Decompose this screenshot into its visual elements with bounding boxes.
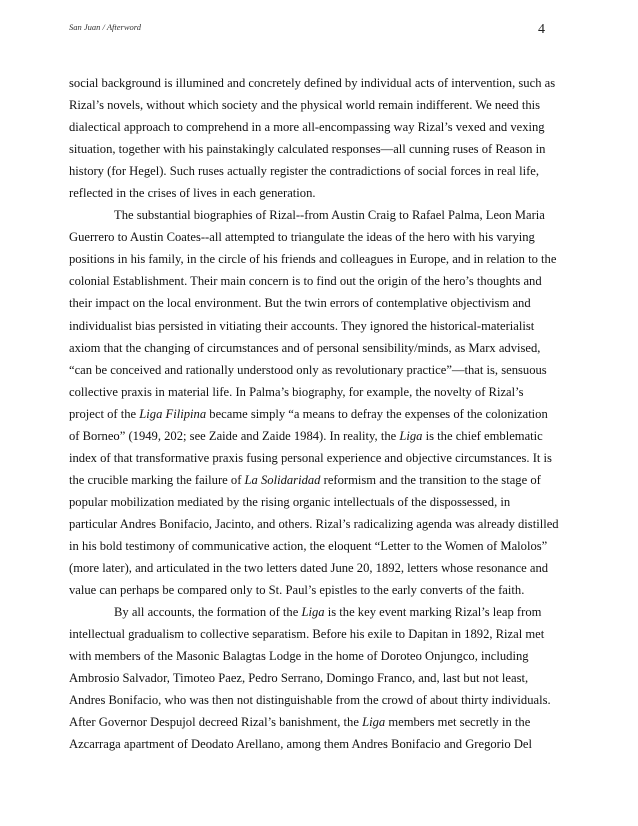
text-segment: with members of the Masonic Balagtas Lodge in the home of Doroteo Onjungco, including [69, 649, 529, 664]
text-segment: history (for Hegel). Such ruses actually register the contradictions of social forces in real life, [69, 164, 540, 179]
text-line [69, 491, 589, 513]
page-number: 4 [538, 22, 545, 37]
text-line [69, 94, 589, 116]
text-segment: “can be conceived and rationally understood only as revolutionary practice”—that is, sensuous [69, 362, 547, 377]
text-line [69, 72, 589, 94]
text-segment: By all accounts, the formation of the [114, 605, 302, 620]
running-head: San Juan / Afterword [69, 22, 142, 32]
text-line [69, 116, 589, 138]
text-line [69, 204, 589, 226]
text-line [69, 138, 589, 160]
text-line [69, 579, 589, 601]
text-line [69, 513, 589, 535]
text-line [69, 711, 589, 733]
text-segment: individualist bias persisted in vitiating their accounts. They ignored the historical-materialist [69, 318, 535, 333]
text-line [69, 447, 589, 469]
text-line [69, 601, 589, 623]
text-segment: became simply “a means to defray the expenses of the colonization [206, 406, 548, 421]
text-segment: their impact on the local environment. But the twin errors of contemplative objectivism and [69, 296, 531, 311]
text-segment: index of that transformative praxis fusing personal experience and objective circumstances. It is [69, 450, 552, 465]
text-segment: positions in his family, in the circle of his friends and colleagues in Europe, and in relation to the [69, 252, 557, 267]
italic-title: Liga Filipina [139, 406, 207, 421]
text-segment: dialectical approach to comprehend in a more all-encompassing way Rizal’s vexed and vexing [69, 120, 545, 135]
text-segment: intellectual gradualism to collective separatism. Before his exile to Dapitan in 1892, Rizal met [69, 627, 545, 642]
text-line [69, 557, 589, 579]
text-segment: is the key event marking Rizal’s leap from [324, 605, 542, 620]
text-segment: project of the [69, 406, 140, 421]
text-segment: (more later), and articulated in the two letters dated June 20, 1892, letters whose resonance and [69, 561, 549, 576]
italic-title: Liga [301, 605, 325, 620]
text-line [69, 226, 589, 248]
text-segment: Azcarraga apartment of Deodato Arellano, among them Andres Bonifacio and Gregorio Del [69, 737, 533, 752]
text-line [69, 623, 589, 645]
text-segment: in his bold testimony of communicative action, the eloquent “Letter to the Women of Malolos” [69, 538, 548, 553]
text-line [69, 667, 589, 689]
text-segment: particular Andres Bonifacio, Jacinto, and others. Rizal’s radicalizing agenda was already distilled [69, 516, 559, 531]
text-line [69, 689, 589, 711]
text-segment: reflected in the crises of lives in each generation. [69, 186, 316, 201]
text-line [69, 359, 589, 381]
text-segment: is the chief emblematic [422, 428, 543, 443]
text-line [69, 425, 589, 447]
text-segment: The substantial biographies of Rizal--from Austin Craig to Rafael Palma, Leon Maria [114, 208, 545, 223]
text-line [69, 469, 589, 491]
text-segment: colonial Establishment. Their main concern is to find out the origin of the hero’s thoughts and [69, 274, 542, 289]
text-line [69, 248, 589, 270]
text-line [69, 160, 589, 182]
text-line [69, 270, 589, 292]
text-segment: After Governor Despujol decreed Rizal’s banishment, the [69, 715, 363, 730]
text-segment: Rizal’s novels, without which society and the physical world remain indifferent. We need this [69, 98, 541, 113]
text-line [69, 535, 589, 557]
italic-title: La Solidaridad [244, 472, 321, 487]
italic-title: Liga [399, 428, 423, 443]
text-line [69, 182, 589, 204]
text-segment: axiom that the changing of circumstances and of personal sensibility/minds, as Marx advised, [69, 340, 541, 355]
text-segment: situation, together with his painstakingly calculated responses—all cunning ruses of Reason in [69, 142, 546, 157]
text-segment: collective praxis in material life. In Palma’s biography, for example, the novelty of Rizal’s [69, 384, 524, 399]
text-segment: Andres Bonifacio, who was then not distinguishable from the crowd of about thirty individuals. [69, 693, 551, 708]
text-segment: Ambrosio Salvador, Timoteo Paez, Pedro Serrano, Domingo Franco, and, last but not least, [69, 671, 529, 686]
text-line [69, 315, 589, 337]
text-line [69, 645, 589, 667]
text-segment: members met secretly in the [385, 715, 531, 730]
text-segment: popular mobilization mediated by the rising organic intellectuals of the dispossessed, in [69, 494, 511, 509]
text-segment: social background is illumined and concretely defined by individual acts of intervention, such as [69, 76, 556, 90]
body-text [69, 72, 589, 755]
text-line [69, 381, 589, 403]
text-segment: value can perhaps be compared only to St. Paul’s epistles to the early converts of the faith. [69, 583, 525, 598]
text-segment: of Borneo” (1949, 202; see Zaide and Zaide 1984). In reality, the [69, 428, 400, 443]
text-segment: the crucible marking the failure of [69, 472, 245, 487]
text-line [69, 292, 589, 314]
text-line [69, 733, 589, 755]
text-segment: Guerrero to Austin Coates--all attempted to triangulate the ideas of the hero with his varying [69, 230, 535, 245]
text-segment: reformism and the transition to the stage of [320, 472, 541, 487]
text-line [69, 337, 589, 359]
text-line [69, 403, 589, 425]
italic-title: Liga [362, 715, 386, 730]
